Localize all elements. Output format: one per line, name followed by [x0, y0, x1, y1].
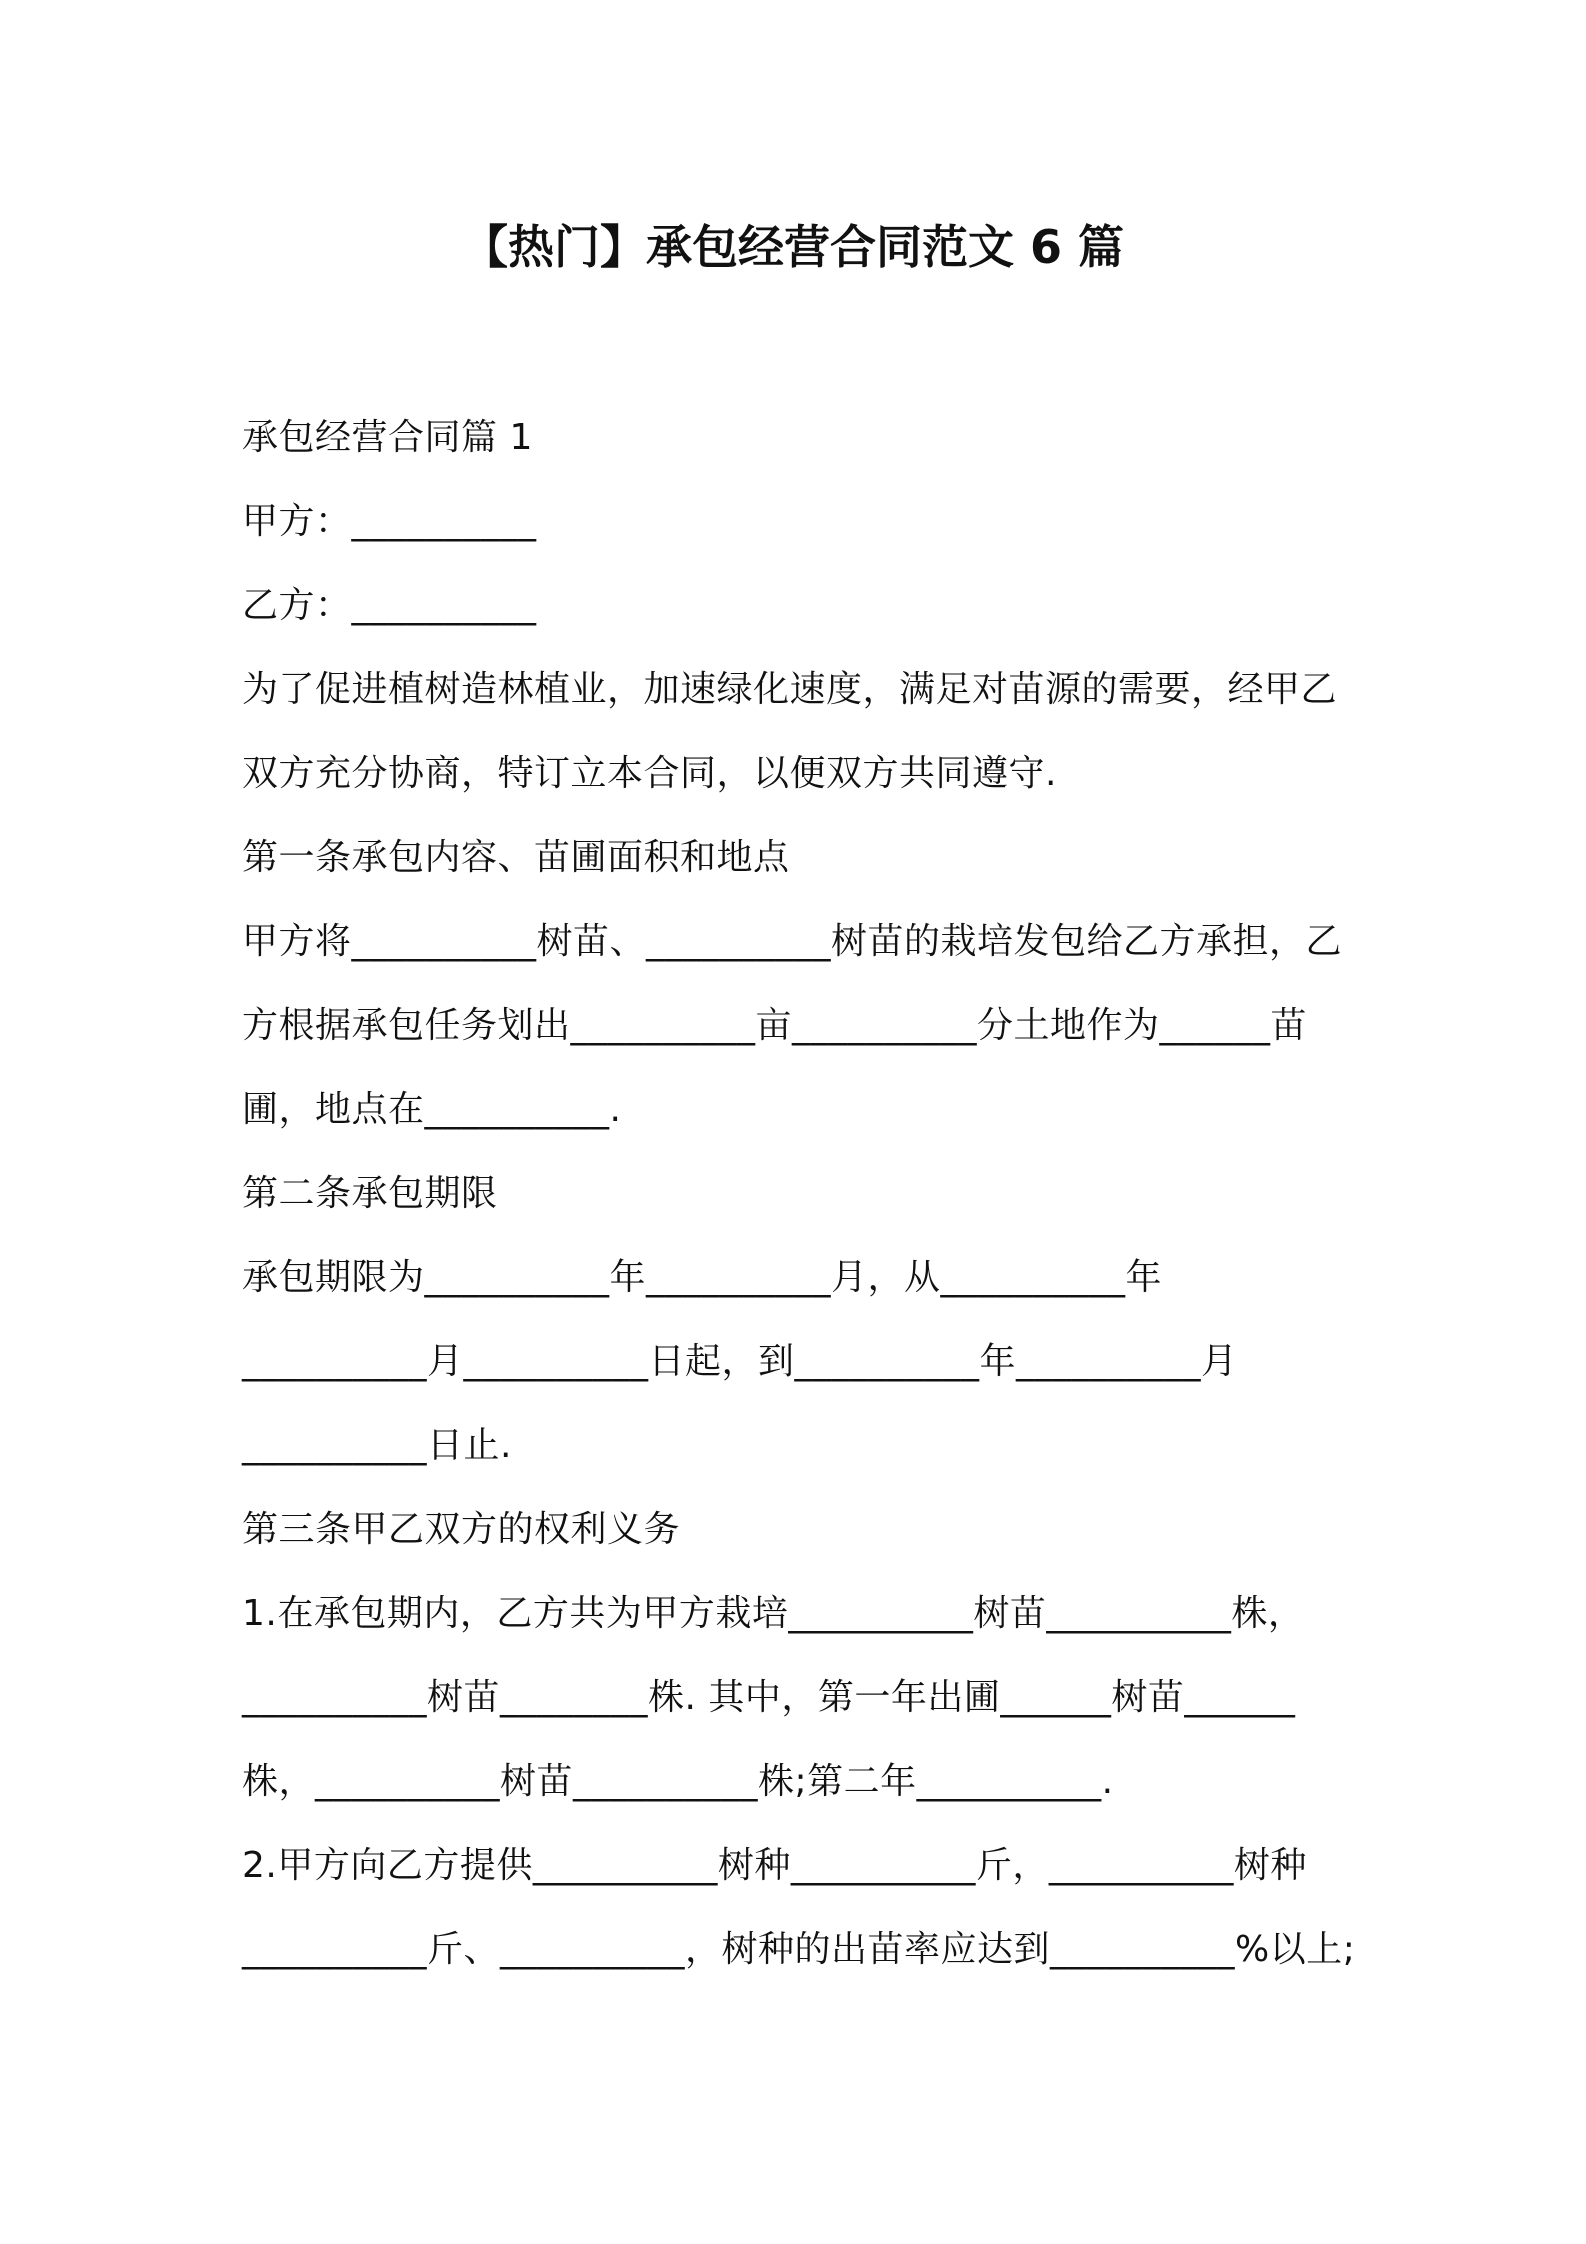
body-line: __________树苗________株. 其中，第一年出圃______树苗______ [242, 1677, 1296, 1718]
body-line: 2.甲方向乙方提供__________树种__________斤，__________树种 [242, 1845, 1307, 1886]
article-heading: 第二条承包期限 [242, 1173, 498, 1214]
body-line: 为了促进植树造林植业，加速绿化速度，满足对苗源的需要，经甲乙 [242, 669, 1338, 710]
party-b-line: 乙方：__________ [242, 585, 537, 626]
body-line: __________斤、__________，树种的出苗率应达到__________%以上; [242, 1929, 1356, 1970]
body-line: 甲方将__________树苗、__________树苗的栽培发包给乙方承担，乙 [242, 921, 1343, 962]
body-line: 株，__________树苗__________株;第二年__________. [242, 1761, 1114, 1802]
body-line: 圃，地点在__________. [242, 1089, 622, 1130]
body-line: 1.在承包期内，乙方共为甲方栽培__________树苗__________株， [242, 1593, 1305, 1634]
document-body [242, 396, 1362, 1992]
body-line: 双方充分协商，特订立本合同，以便双方共同遵守. [242, 753, 1057, 794]
body-line: 承包期限为__________年__________月，从__________年 [242, 1257, 1163, 1298]
section-heading: 承包经营合同篇 1 [242, 417, 533, 458]
article-heading: 第一条承包内容、苗圃面积和地点 [242, 837, 790, 878]
body-line: __________月__________日起，到__________年__________月 [242, 1341, 1238, 1382]
body-line: 方根据承包任务划出__________亩__________分土地作为______苗 [242, 1005, 1308, 1046]
document-title: 【热门】承包经营合同范文 6 篇 [461, 220, 1125, 274]
party-a-line: 甲方：__________ [242, 501, 537, 542]
article-heading: 第三条甲乙双方的权利义务 [242, 1509, 681, 1550]
body-line: __________日止. [242, 1425, 512, 1466]
